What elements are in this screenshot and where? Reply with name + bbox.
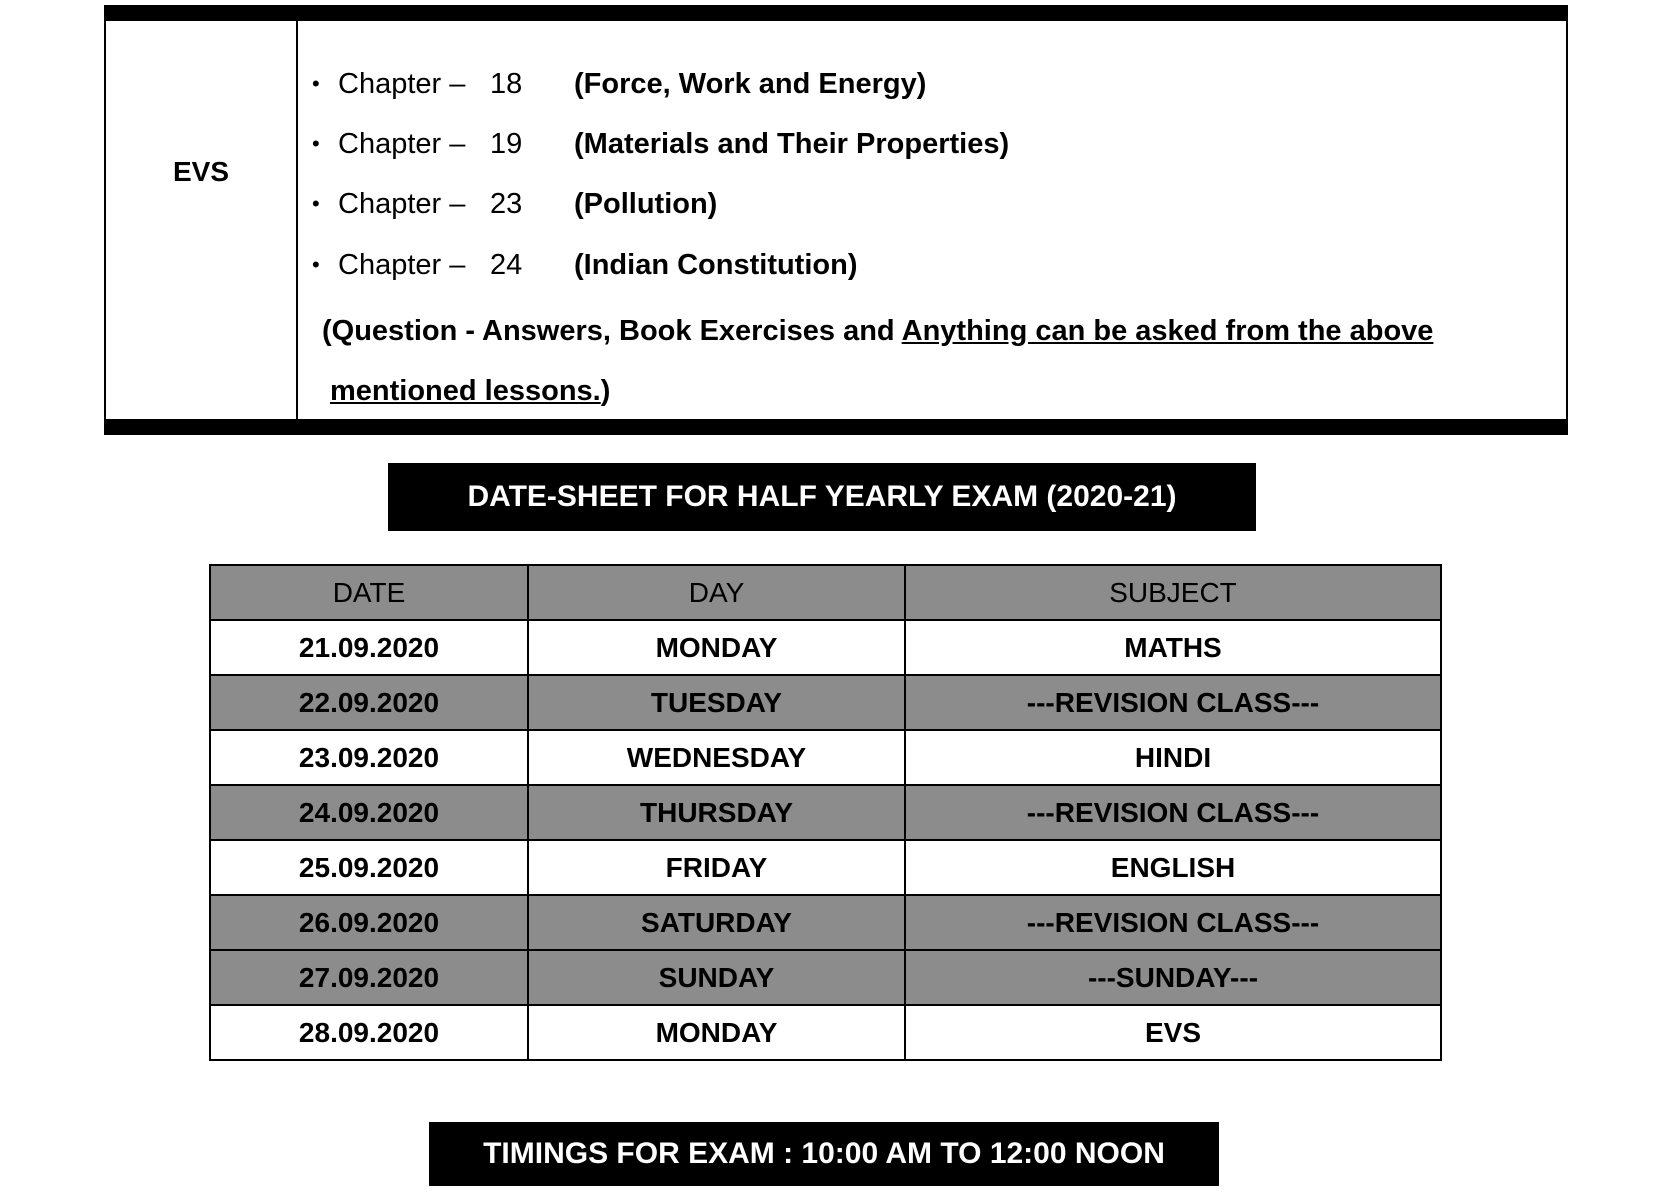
cell-subject: EVS [905,1005,1441,1060]
cell-day: SATURDAY [528,895,905,950]
cell-day: FRIDAY [528,840,905,895]
cell-day: MONDAY [528,620,905,675]
cell-day: MONDAY [528,1005,905,1060]
cell-date: 28.09.2020 [210,1005,528,1060]
note-underlined-part1: Anything can be asked from the above [901,315,1434,347]
column-header-subject: SUBJECT [905,565,1441,620]
cell-date: 24.09.2020 [210,785,528,840]
syllabus-content-cell [300,21,1566,419]
cell-subject: MATHS [905,620,1441,675]
table-row [210,840,1441,895]
table-row [210,1005,1441,1060]
bullet-icon: • [312,252,320,277]
chapter-title: (Pollution) [574,188,718,220]
syllabus-note-line1 [322,311,1433,351]
chapter-title: (Materials and Their Properties) [574,128,1010,160]
chapter-label: Chapter – [338,249,466,281]
cell-day: WEDNESDAY [528,730,905,785]
table-row [210,895,1441,950]
cell-subject: ---REVISION CLASS--- [905,675,1441,730]
exam-timings-banner: TIMINGS FOR EXAM : 10:00 AM TO 12:00 NOON [429,1122,1219,1186]
cell-day: THURSDAY [528,785,905,840]
chapter-title: (Force, Work and Energy) [574,68,927,100]
chapter-label: Chapter – [338,68,466,100]
chapter-title: (Indian Constitution) [574,249,858,281]
datesheet-heading: DATE-SHEET FOR HALF YEARLY EXAM (2020-21) [388,463,1256,531]
cell-subject: HINDI [905,730,1441,785]
table-row [210,785,1441,840]
chapter-number: 18 [490,68,523,100]
cell-date: 25.09.2020 [210,840,528,895]
cell-date: 27.09.2020 [210,950,528,1005]
cell-date: 22.09.2020 [210,675,528,730]
cell-subject: ---REVISION CLASS--- [905,895,1441,950]
chapter-label: Chapter – [338,128,466,160]
datesheet-table [209,564,1442,1061]
chapter-number: 19 [490,128,523,160]
cell-date: 21.09.2020 [210,620,528,675]
cell-day: TUESDAY [528,675,905,730]
chapter-number: 24 [490,249,523,281]
bullet-icon: • [312,191,320,216]
syllabus-note-line2 [330,371,610,411]
bullet-icon: • [312,71,320,96]
table-row [210,730,1441,785]
syllabus-subject: EVS [172,156,230,187]
table-header-row [210,565,1441,620]
cell-date: 23.09.2020 [210,730,528,785]
cell-subject: ---REVISION CLASS--- [905,785,1441,840]
cell-subject: ---SUNDAY--- [905,950,1441,1005]
bullet-icon: • [312,131,320,156]
cell-subject: ENGLISH [905,840,1441,895]
cell-date: 26.09.2020 [210,895,528,950]
table-row [210,950,1441,1005]
table-row [210,675,1441,730]
chapter-label: Chapter – [338,188,466,220]
note-underlined-part2: mentioned lessons. [330,375,601,407]
column-header-day: DAY [528,565,905,620]
chapter-number: 23 [490,188,523,220]
column-header-date: DATE [210,565,528,620]
syllabus-subject-cell [106,21,298,419]
note-prefix: (Question - Answers, Book Exercises and [322,315,902,347]
syllabus-box [104,5,1568,435]
note-suffix: ) [600,375,611,407]
table-row [210,620,1441,675]
cell-day: SUNDAY [528,950,905,1005]
